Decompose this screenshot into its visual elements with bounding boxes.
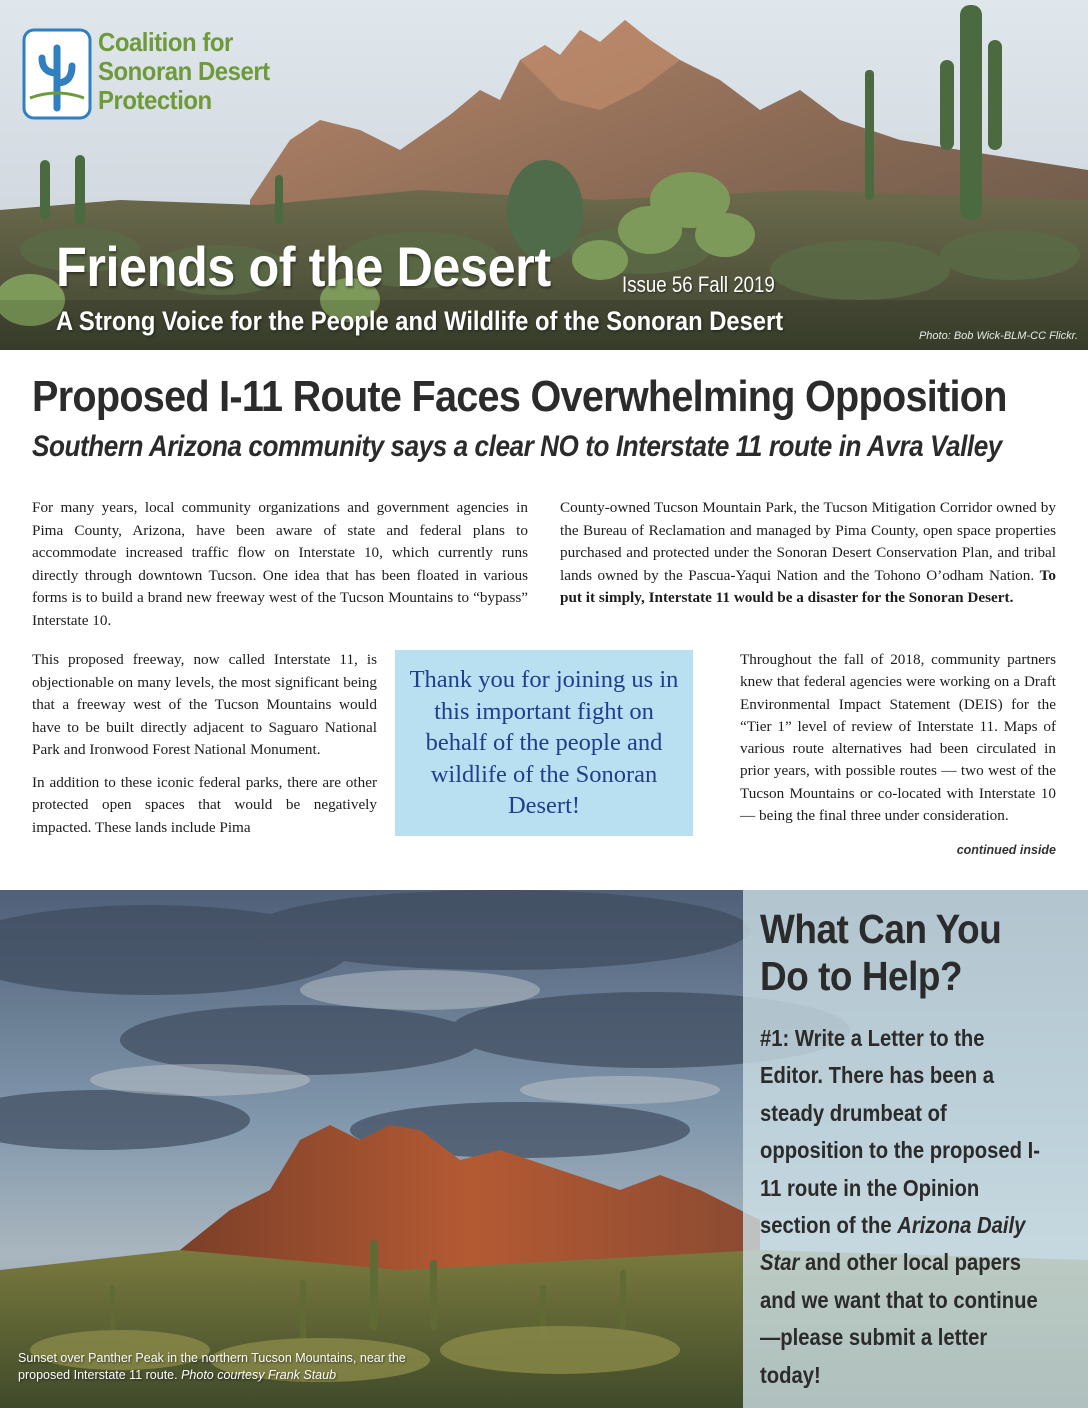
help-text-1: There has been a steady drumbeat of opposition to the proposed I-11 route in the Opinion section of the xyxy=(760,1062,1040,1239)
article-column-left xyxy=(32,649,377,839)
help-title-line1: What Can You xyxy=(760,906,1002,952)
article-subhead: Southern Arizona community says a clear NO to Interstate 11 route in Avra Valley xyxy=(32,430,1002,463)
help-title xyxy=(760,906,1001,1000)
photo-credit: Photo: Bob Wick-BLM-CC Flickr. xyxy=(918,330,1078,342)
newsletter-title: Friends of the Desert xyxy=(56,235,551,298)
org-name xyxy=(98,28,270,115)
caption-text: Sunset over Panther Peak in the northern Tucson Mountains, near the proposed Interstate 11 route. xyxy=(18,1351,406,1382)
thank-you-callout xyxy=(395,650,693,836)
paragraph-2 xyxy=(560,497,1056,610)
org-name-line3: Protection xyxy=(98,85,212,115)
help-text-2: and other local papers and we want that to continue —please submit a letter today! xyxy=(760,1249,1038,1388)
article-column-left-top xyxy=(32,497,528,632)
help-text xyxy=(760,1020,1042,1394)
article-column-right xyxy=(740,649,1056,827)
bottom-photo-caption xyxy=(18,1350,438,1384)
org-logo xyxy=(22,28,285,120)
paragraph-3: This proposed freeway, now called Interstate 11, is objectionable on many levels, the most significant being that a freeway west of the Tucson Mountains would have to be built directly adjacent to Saguaro National Park and Ironwood Forest National Monument. xyxy=(32,651,377,758)
article-headline: Proposed I-11 Route Faces Overwhelming Opposition xyxy=(32,372,1007,421)
issue-label: Issue 56 Fall 2019 xyxy=(622,272,775,297)
callout-text: Thank you for joining us in this important fight on behalf of the people and wildlife of the Sonoran Desert! xyxy=(409,666,679,820)
masthead-photo xyxy=(0,0,1088,350)
paragraph-2-text: County-owned Tucson Mountain Park, the Tucson Mitigation Corridor owned by the Bureau of Reclamation and managed by Pima County, open space properties purchased and protected under the Sonoran Desert Conservation Plan, and tribal lands owned by the Pascua-Yaqui Nation and the Tohono O’odham Nation. xyxy=(560,499,1056,584)
paragraph-2-bold: To put it simply, Interstate 11 would be a disaster for the Sonoran Desert. xyxy=(560,566,1056,606)
help-paper-name: Arizona Daily Star xyxy=(760,1212,1026,1276)
help-lead: #1: Write a Letter to the Editor. xyxy=(760,1025,985,1089)
tagline: A Strong Voice for the People and Wildlife of the Sonoran Desert xyxy=(56,306,784,336)
help-title-line2: Do to Help? xyxy=(760,953,963,999)
paragraph-1: For many years, local community organizations and government agencies in Pima County, Arizona, have been aware of state and federal plans to accommodate increased traffic flow on Interstate 10, which currently runs directly through downtown Tucson. One idea that has been floated in various forms is to build a brand new freeway west of the Tucson Mountains to “bypass” Interstate 10. xyxy=(32,499,528,629)
paragraph-4: In addition to these iconic federal parks, there are other protected open spaces that would be negatively impacted. These lands include Pima xyxy=(32,773,377,836)
org-name-line1: Coalition for xyxy=(98,27,233,57)
saguaro-logo-icon xyxy=(22,28,92,120)
paragraph-5: Throughout the fall of 2018, community partners knew that federal agencies were working on a Draft Environmental Impact Statement (DEIS) for the “Tier 1” level of review of Interstate 11. Maps of various route alternatives had been circulated in prior years, with possible routes — two west of the Tucson Mountains or co-located with Interstate 10 — being the final three under consideration. xyxy=(740,651,1056,825)
article-column-right-top xyxy=(560,497,1056,610)
continued-inside: continued inside xyxy=(956,843,1056,857)
org-name-line2: Sonoran Desert xyxy=(98,56,270,86)
caption-credit: Photo courtesy Frank Staub xyxy=(181,1368,337,1382)
